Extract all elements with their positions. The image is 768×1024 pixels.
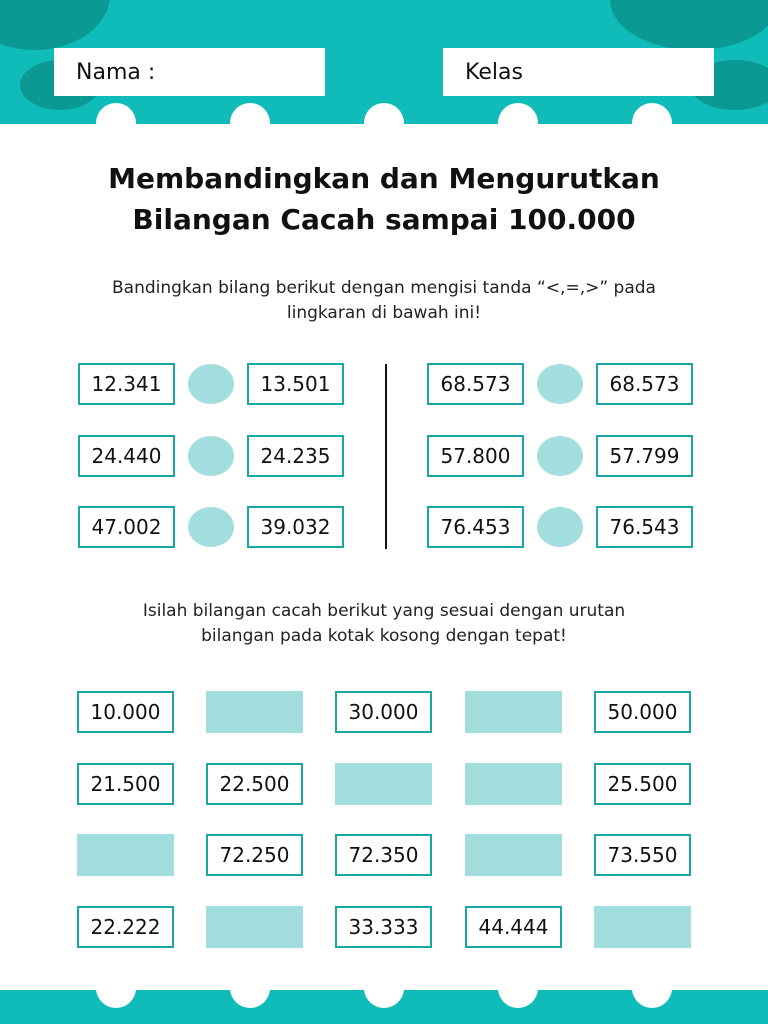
column-divider [385, 364, 387, 549]
sequence-blank-box[interactable] [594, 906, 691, 948]
compare-left-number: 57.800 [427, 435, 524, 477]
decorative-coral-right [610, 0, 768, 50]
sequence-blank-box[interactable] [465, 834, 562, 876]
sequence-number-box: 21.500 [77, 763, 174, 805]
header-band [0, 0, 768, 124]
compare-right-number: 24.235 [247, 435, 344, 477]
compare-left-number: 76.453 [427, 506, 524, 548]
sequence-blank-box[interactable] [77, 834, 174, 876]
scallop [498, 990, 538, 1008]
compare-answer-circle[interactable] [537, 436, 583, 476]
sequence-number-box: 44.444 [465, 906, 562, 948]
compare-right-number: 13.501 [247, 363, 344, 405]
title-line-1: Membandingkan dan Mengurutkan [108, 162, 660, 195]
decorative-coral-left [0, 0, 110, 50]
sequence-number-box: 73.550 [594, 834, 691, 876]
sequence-number-box: 72.350 [335, 834, 432, 876]
scallop [632, 990, 672, 1008]
compare-right-number: 68.573 [596, 363, 693, 405]
compare-answer-circle[interactable] [188, 436, 234, 476]
compare-answer-circle[interactable] [188, 364, 234, 404]
sequence-blank-box[interactable] [335, 763, 432, 805]
title-line-2: Bilangan Cacah sampai 100.000 [132, 203, 636, 236]
scallop [632, 103, 672, 124]
scallop [96, 103, 136, 124]
scallop [498, 103, 538, 124]
scallop [96, 990, 136, 1008]
sequence-blank-box[interactable] [465, 691, 562, 733]
footer-band [0, 990, 768, 1024]
compare-left-number: 68.573 [427, 363, 524, 405]
instruction-compare-line-1: Bandingkan bilang berikut dengan mengisi tanda “<,=,>” pada [112, 278, 656, 298]
instruction-sequence [0, 599, 768, 649]
worksheet-title [0, 158, 768, 240]
compare-right-number: 76.543 [596, 506, 693, 548]
scallop [364, 990, 404, 1008]
sequence-number-box: 50.000 [594, 691, 691, 733]
instruction-compare [0, 276, 768, 326]
scallop [230, 103, 270, 124]
name-field[interactable] [54, 48, 325, 96]
compare-answer-circle[interactable] [537, 507, 583, 547]
class-label: Kelas [465, 59, 523, 85]
compare-left-number: 12.341 [78, 363, 175, 405]
class-field[interactable] [443, 48, 714, 96]
sequence-blank-box[interactable] [465, 763, 562, 805]
sequence-number-box: 22.500 [206, 763, 303, 805]
instruction-sequence-line-1: Isilah bilangan cacah berikut yang sesuai dengan urutan [142, 601, 626, 621]
sequence-number-box: 22.222 [77, 906, 174, 948]
scallop [364, 103, 404, 124]
instruction-compare-line-2: lingkaran di bawah ini! [286, 303, 482, 323]
sequence-number-box: 33.333 [335, 906, 432, 948]
sequence-number-box: 72.250 [206, 834, 303, 876]
compare-answer-circle[interactable] [188, 507, 234, 547]
name-label: Nama : [76, 59, 156, 85]
sequence-number-box: 25.500 [594, 763, 691, 805]
compare-answer-circle[interactable] [537, 364, 583, 404]
sequence-blank-box[interactable] [206, 691, 303, 733]
instruction-sequence-line-2: bilangan pada kotak kosong dengan tepat! [201, 626, 567, 646]
sequence-number-box: 10.000 [77, 691, 174, 733]
sequence-blank-box[interactable] [206, 906, 303, 948]
scallop [230, 990, 270, 1008]
sequence-number-box: 30.000 [335, 691, 432, 733]
compare-left-number: 24.440 [78, 435, 175, 477]
compare-right-number: 39.032 [247, 506, 344, 548]
compare-left-number: 47.002 [78, 506, 175, 548]
compare-right-number: 57.799 [596, 435, 693, 477]
